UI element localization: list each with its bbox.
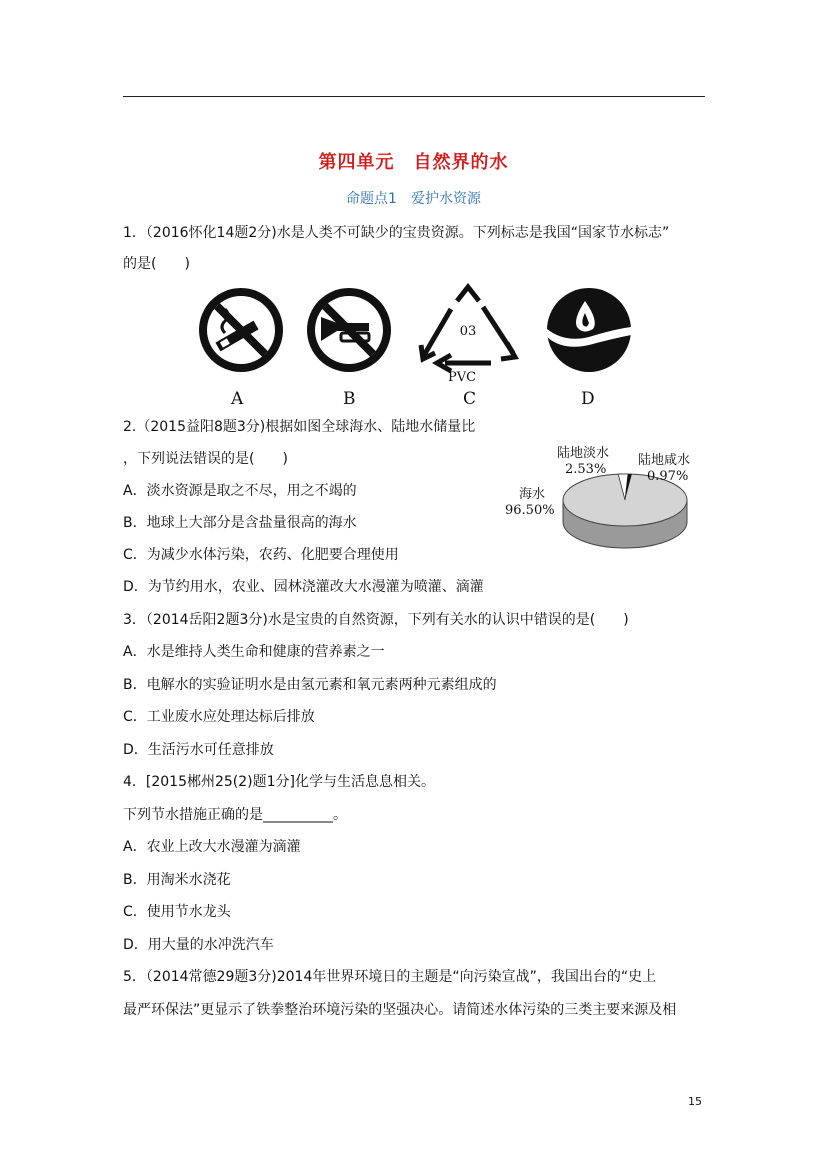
page-number: 15: [688, 1095, 702, 1108]
q3-choice-a: A．水是维持人类生命和健康的营养素之一: [123, 644, 385, 660]
q2-stem-line2: ，下列说法错误的是( ): [123, 451, 288, 467]
recycle-name: PVC: [448, 370, 477, 385]
pvc-recycle-icon: [413, 283, 523, 373]
water-saving-icon: [545, 287, 635, 373]
topic-subtitle: 命题点1 爱护水资源: [346, 191, 481, 207]
q2-choice-b: B．地球上大部分是含盐量很高的海水: [123, 515, 357, 531]
label-salt-name: 陆地咸水: [638, 453, 691, 468]
q4-stem-line1: 4．[2015郴州25(2)题1分]化学与生活息息相关。: [123, 774, 436, 790]
unit-title: 第四单元 自然界的水: [318, 152, 509, 173]
header-rule: [123, 96, 705, 97]
option-c-label: C: [463, 389, 477, 409]
label-fresh-name: 陆地淡水: [557, 446, 610, 461]
label-fresh-value: 2.53%: [565, 462, 607, 477]
water-storage-pie-chart: [495, 430, 715, 560]
q4-choice-d: D．用大量的水冲洗汽车: [123, 937, 274, 953]
no-smoking-icon: [195, 287, 287, 373]
q4-choice-c: C．使用节水龙头: [123, 904, 231, 920]
q4-choice-b: B．用淘米水浇花: [123, 872, 231, 888]
option-d-label: D: [581, 389, 595, 409]
q2-choice-d: D．为节约用水，农业、园林浇灌改大水漫灌为喷灌、滴灌: [123, 579, 484, 595]
option-b-label: B: [343, 389, 356, 409]
q2-stem-line1: 2.（2015益阳8题3分)根据如图全球海水、陆地水储量比: [123, 419, 476, 435]
q5-stem-line1: 5．（2014常德29题3分)2014年世界环境日的主题是“向污染宣战”，我国出台的“史上: [123, 969, 657, 985]
q5-stem-line2: 最严环保法”更显示了铁拳整治环境污染的坚强决心。请简述水体污染的三类主要来源及相: [123, 1002, 677, 1018]
q1-stem-line1: 1．（2016怀化14题2分)水是人类不可缺少的宝贵资源。下列标志是我国“国家节水标志”: [123, 225, 670, 241]
label-salt-value: 0.97%: [647, 469, 689, 484]
recycle-code: 03: [459, 324, 477, 339]
label-sea-name: 海水: [519, 487, 546, 502]
option-a-label: A: [231, 389, 244, 409]
no-honking-icon: [303, 287, 395, 373]
q4-stem-line2: 下列节水措施正确的是__________。: [123, 807, 347, 823]
q3-choice-c: C．工业废水应处理达标后排放: [123, 709, 315, 725]
q3-stem: 3．（2014岳阳2题3分)水是宝贵的自然资源，下列有关水的认识中错误的是( ): [123, 612, 629, 628]
q3-choice-b: B．电解水的实验证明水是由氢元素和氧元素两种元素组成的: [123, 677, 497, 693]
q2-choice-a: A．淡水资源是取之不尽，用之不竭的: [123, 483, 357, 499]
q4-choice-a: A．农业上改大水漫灌为滴灌: [123, 839, 301, 855]
label-sea-value: 96.50%: [505, 503, 555, 518]
q1-stem-line2: 的是( ): [123, 256, 190, 272]
q2-choice-c: C．为减少水体污染，农药、化肥要合理使用: [123, 547, 399, 563]
q3-choice-d: D．生活污水可任意排放: [123, 742, 274, 758]
